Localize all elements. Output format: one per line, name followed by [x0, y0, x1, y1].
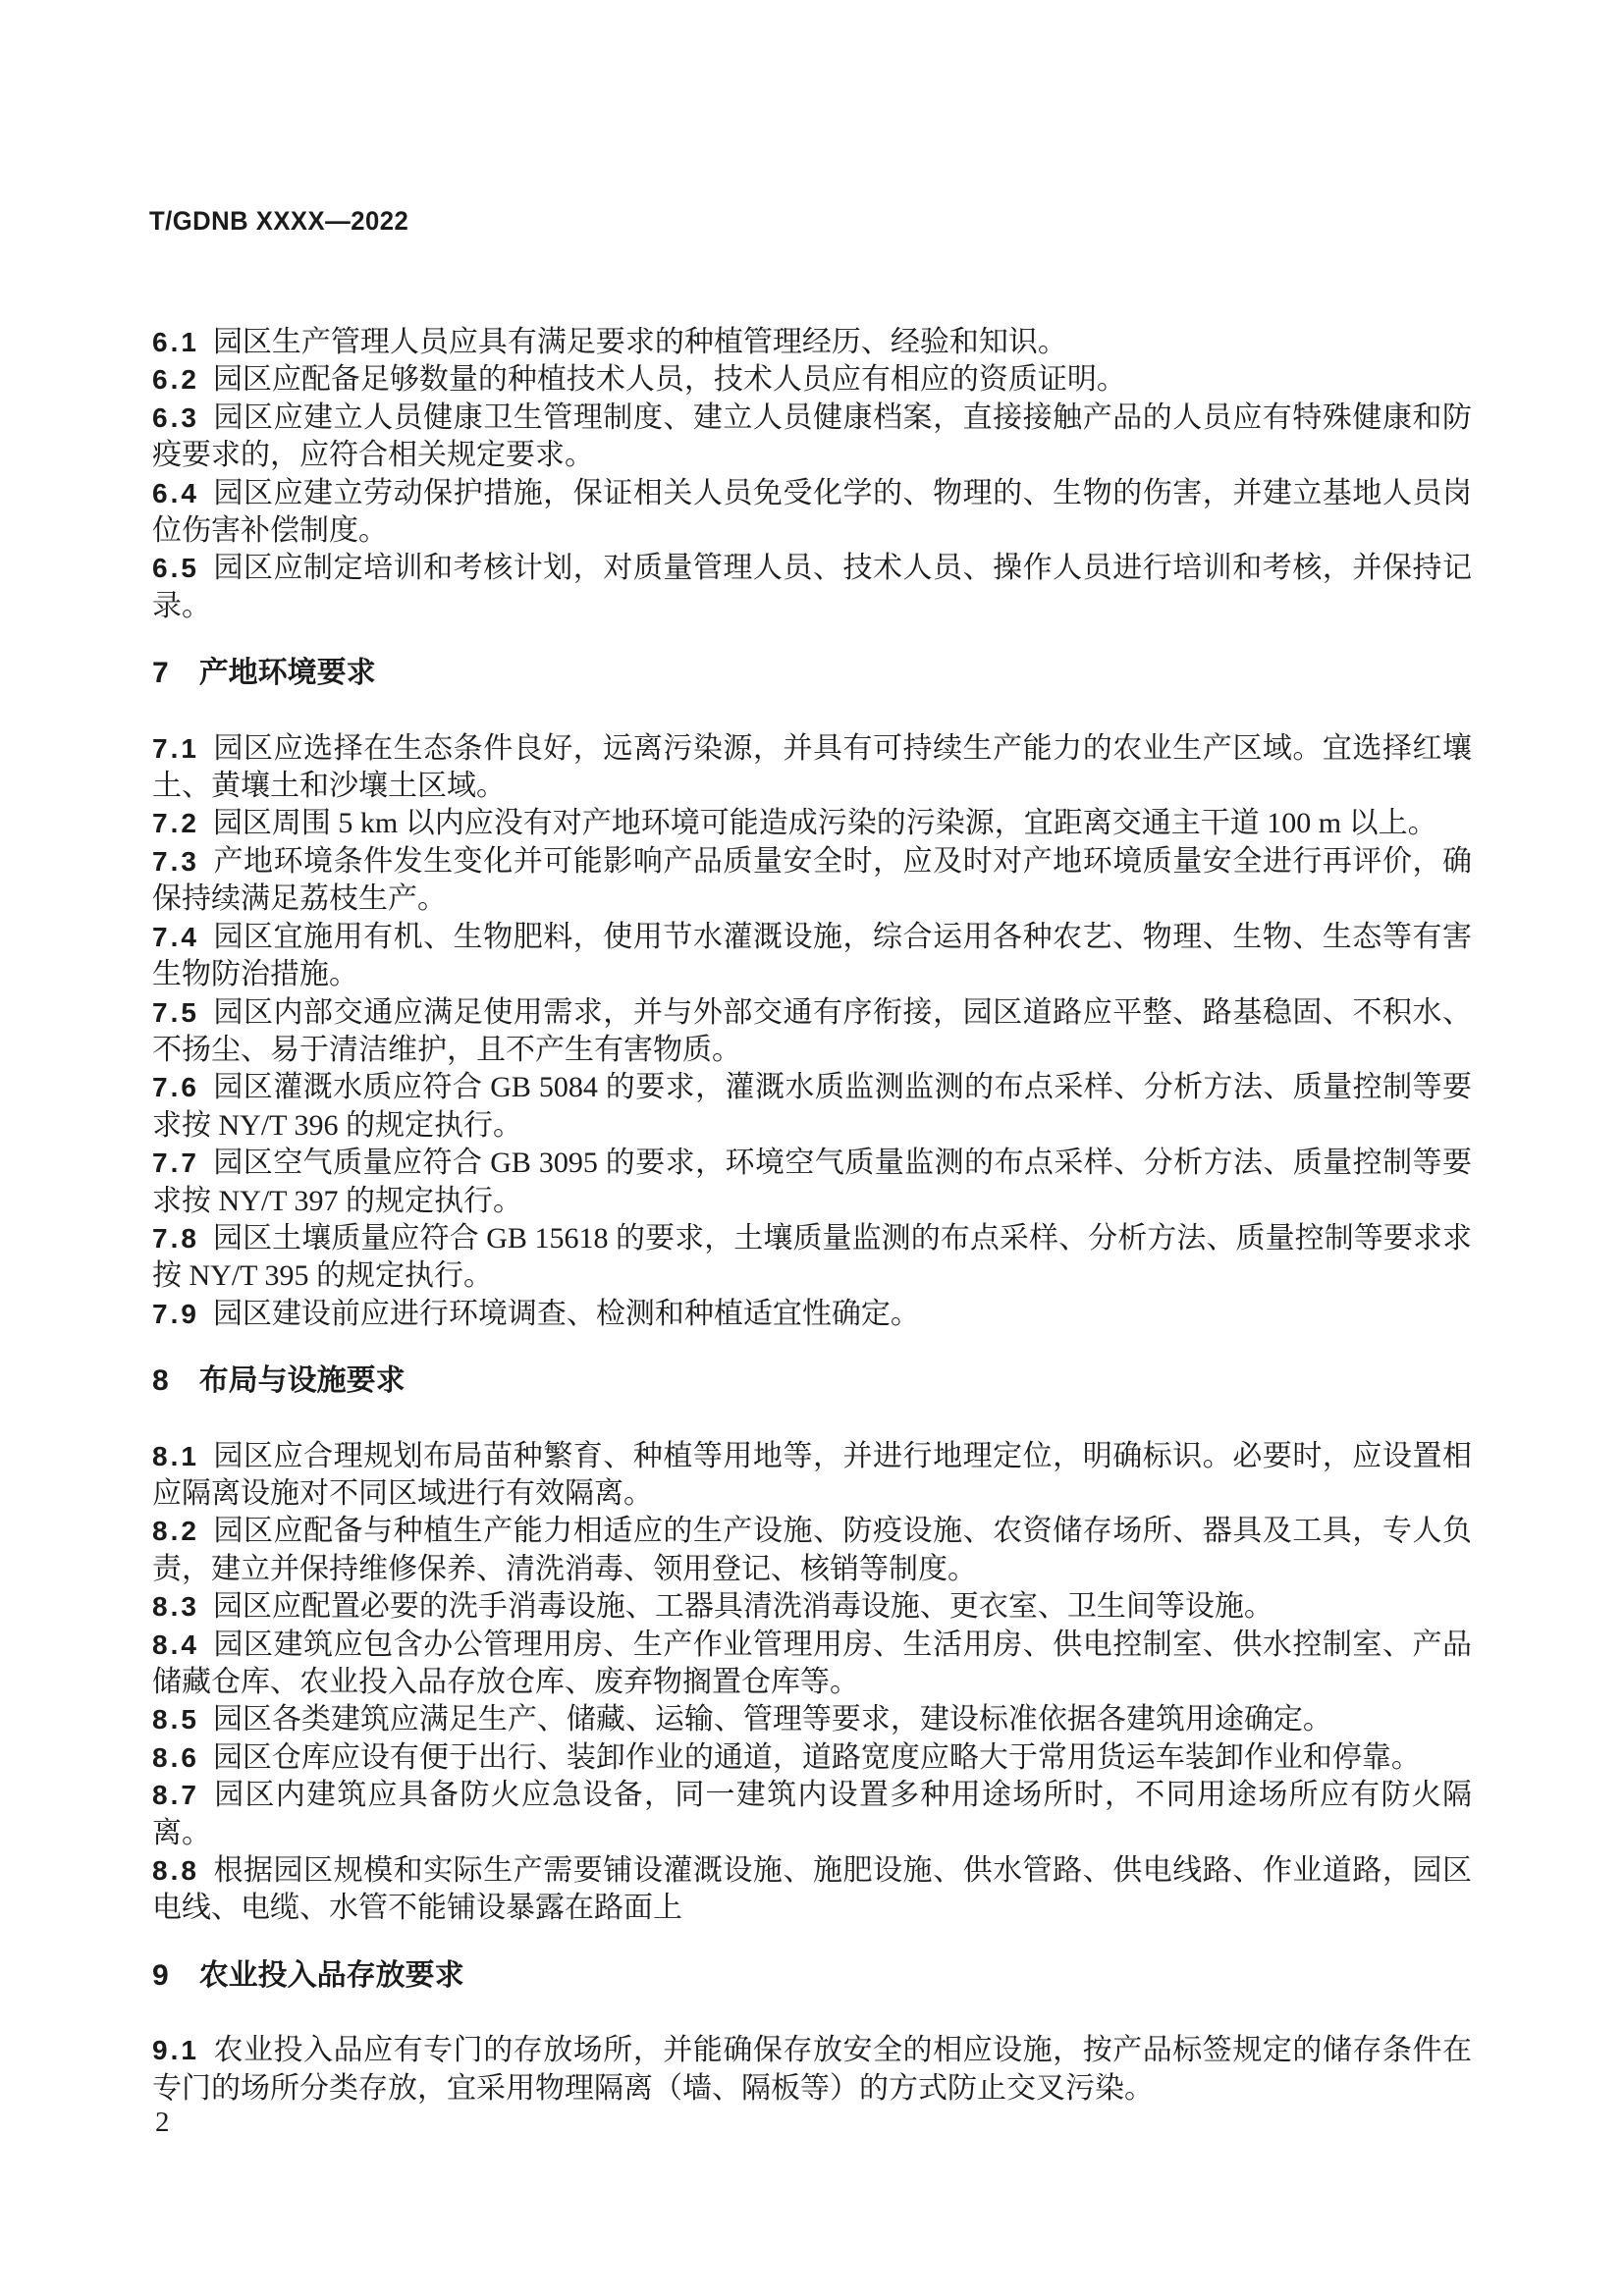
clause-text: 园区应建立人员健康卫生管理制度、建立人员健康档案，直接接触产品的人员应有特殊健康和防疫要求的，应符合相关规定要求。: [152, 400, 1472, 472]
clause-7-8: [152, 1220, 1472, 1296]
clause-number: 7.1: [152, 732, 199, 764]
clause-number: 7.8: [152, 1222, 199, 1254]
clause-7-5: [152, 994, 1472, 1070]
clause-8-3: [152, 1588, 1472, 1626]
clause-7-1: [152, 730, 1472, 806]
clause-text: 产地环境条件发生变化并可能影响产品质量安全时，应及时对产地环境质量安全进行再评价，确保持续满足荔枝生产。: [152, 844, 1472, 916]
clause-7-7: [152, 1145, 1472, 1220]
clause-text: 园区灌溉水质应符合 GB 5084 的要求，灌溉水质监测监测的布点采样、分析方法、质量控制等要求按 NY/T 396 的规定执行。: [152, 1071, 1472, 1142]
clause-text: 园区应建立劳动保护措施，保证相关人员免受化学的、物理的、生物的伤害，并建立基地人员岗位伤害补偿制度。: [152, 476, 1472, 548]
clause-number: 6.5: [152, 553, 199, 584]
document-body: [152, 324, 1472, 2108]
clause-9-1: [152, 2032, 1472, 2108]
heading-text: 农业投入品存放要求: [198, 1958, 464, 1992]
clause-text: 园区应制定培训和考核计划，对质量管理人员、技术人员、操作人员进行培训和考核，并保持记录。: [152, 552, 1472, 622]
standard-number-header: T/GDNB XXXX—2022: [149, 206, 409, 236]
clause-number: 7.6: [152, 1072, 199, 1103]
clause-number: 8.6: [152, 1741, 199, 1773]
clause-6-5: [152, 550, 1472, 625]
clause-8-7: [152, 1777, 1472, 1852]
clause-text: 园区仓库应设有便于出行、装卸作业的通道，道路宽度应略大于常用货运车装卸作业和停靠。: [212, 1740, 1421, 1774]
clause-text: 园区内建筑应具备防火应急设备，同一建筑内设置多种用途场所时，不同用途场所应有防火隔离。: [152, 1779, 1472, 1849]
clause-text: 园区建筑应包含办公管理用房、生产作业管理用房、生活用房、供电控制室、供水控制室、产品储藏仓库、农业投入品存放仓库、废弃物搁置仓库等。: [152, 1628, 1472, 1698]
clause-8-4: [152, 1627, 1472, 1702]
clause-7-9: [152, 1296, 1472, 1333]
heading-text: 产地环境要求: [198, 657, 376, 690]
clause-text: 园区内部交通应满足使用需求，并与外部交通有序衔接，园区道路应平整、路基稳固、不积水、不扬尘、易于清洁维护，且不产生有害物质。: [152, 995, 1472, 1066]
clause-text: 园区周围 5 km 以内应没有对产地环境可能造成污染的污染源，宜距离交通主干道 100 m 以上。: [212, 807, 1437, 840]
clause-7-6: [152, 1069, 1472, 1145]
heading-text: 布局与设施要求: [198, 1364, 406, 1398]
clause-text: 园区宜施用有机、生物肥料，使用节水灌溉设施，综合运用各种农艺、物理、生物、生态等有害生物防治措施。: [152, 920, 1472, 991]
clause-text: 园区应配备足够数量的种植技术人员，技术人员应有相应的资质证明。: [212, 363, 1126, 397]
heading-number: 9: [152, 1958, 169, 1992]
clause-text: 园区生产管理人员应具有满足要求的种植管理经历、经验和知识。: [212, 326, 1067, 358]
clause-6-1: [152, 324, 1472, 361]
clause-text: 园区应合理规划布局苗种繁育、种植等用地等，并进行地理定位，明确标识。必要时，应设置相应隔离设施对不同区域进行有效隔离。: [152, 1439, 1472, 1510]
clause-number: 6.4: [152, 477, 199, 508]
clause-text: 园区应选择在生态条件良好，远离污染源，并具有可持续生产能力的农业生产区域。宜选择红壤土、黄壤土和沙壤土区域。: [152, 731, 1472, 803]
section-heading-9: [152, 1957, 1472, 1995]
page-number: 2: [155, 2107, 170, 2138]
clause-number: 6.3: [152, 401, 199, 433]
clause-number: 7.5: [152, 996, 199, 1028]
clause-7-2: [152, 805, 1472, 842]
clause-number: 8.7: [152, 1780, 199, 1811]
section-heading-8: [152, 1362, 1472, 1400]
clause-7-3: [152, 843, 1472, 919]
clause-number: 8.3: [152, 1591, 199, 1623]
clause-number: 7.4: [152, 921, 199, 952]
clause-number: 6.1: [152, 327, 199, 357]
clause-6-3: [152, 400, 1472, 475]
heading-number: 8: [152, 1364, 169, 1398]
clause-number: 8.8: [152, 1855, 199, 1887]
clause-text: 农业投入品应有专门的存放场所，并能确保存放安全的相应设施，按产品标签规定的储存条件在专门的场所分类存放，宜采用物理隔离（墙、隔板等）的方式防止交叉污染。: [152, 2034, 1472, 2105]
clause-8-6: [152, 1739, 1472, 1777]
clause-number: 9.1: [152, 2035, 199, 2066]
clause-8-5: [152, 1701, 1472, 1738]
clause-8-2: [152, 1513, 1472, 1588]
heading-number: 7: [152, 657, 169, 690]
clause-8-1: [152, 1438, 1472, 1514]
clause-7-4: [152, 919, 1472, 994]
clause-number: 7.9: [152, 1298, 199, 1329]
clause-number: 8.4: [152, 1629, 199, 1660]
clause-number: 7.7: [152, 1148, 199, 1179]
clause-text: 园区土壤质量应符合 GB 15618 的要求，土壤质量监测的布点采样、分析方法、质量控制等要求求按 NY/T 395 的规定执行。: [152, 1221, 1472, 1293]
clause-text: 园区各类建筑应满足生产、储藏、运输、管理等要求，建设标准依据各建筑用途确定。: [212, 1703, 1332, 1736]
clause-number: 8.2: [152, 1516, 199, 1547]
clause-number: 7.3: [152, 845, 199, 877]
clause-number: 8.1: [152, 1440, 199, 1471]
clause-text: 园区应配备与种植生产能力相适应的生产设施、防疫设施、农资储存场所、器具及工具，专人负责，建立并保持维修保养、清洗消毒、领用登记、核销等制度。: [152, 1515, 1472, 1585]
clause-number: 6.2: [152, 364, 199, 396]
section-heading-7: [152, 655, 1472, 692]
clause-number: 8.5: [152, 1704, 199, 1735]
clause-text: 根据园区规模和实际生产需要铺设灌溉设施、施肥设施、供水管路、供电线路、作业道路，园区电线、电缆、水管不能铺设暴露在路面上: [152, 1854, 1472, 1925]
clause-6-4: [152, 475, 1472, 551]
clause-6-2: [152, 361, 1472, 399]
clause-8-8: [152, 1852, 1472, 1928]
clause-text: 园区应配置必要的洗手消毒设施、工器具清洗消毒设施、更衣室、卫生间等设施。: [212, 1590, 1273, 1624]
clause-text: 园区建设前应进行环境调查、检测和种植适宜性确定。: [212, 1297, 920, 1330]
clause-number: 7.2: [152, 808, 199, 839]
clause-text: 园区空气质量应符合 GB 3095 的要求，环境空气质量监测的布点采样、分析方法、质量控制等要求按 NY/T 397 的规定执行。: [152, 1147, 1472, 1217]
